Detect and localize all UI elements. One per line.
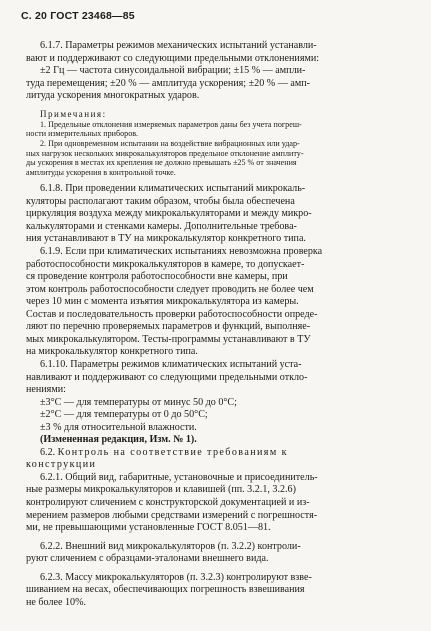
text-line: работоспособности микрокалькуляторов в камере, то допускает-	[26, 258, 305, 270]
page-header: С. 20 ГОСТ 23468—85	[21, 10, 135, 22]
text-line: 6.2.1. Общий вид, габаритные, установочные и присоединитель-	[40, 471, 318, 483]
text-line: нениями:	[26, 384, 66, 396]
paragraph-6-1-7	[26, 40, 412, 103]
text-line: 6.1.7. Параметры режимов механических испытаний устанавли-	[40, 40, 317, 51]
paragraph-6-2-2	[26, 541, 412, 566]
text-line: ния устанавливают в ТУ на микрокалькулятор конкретного типа.	[26, 233, 306, 245]
text-line: 6.2.3. Массу микрокалькуляторов (п. 3.2.3) контролируют взве-	[40, 571, 312, 583]
note-line: амплитуды ускорения в контрольной точке.	[26, 167, 176, 177]
text-line: на микрокалькулятор конкретного типа.	[26, 346, 198, 358]
edition-note: (Измененная редакция, Изм. № 1).	[40, 434, 197, 446]
text-line: ±3°С — для температуры от минус 50 до 0°С;	[40, 396, 237, 408]
text-line: руют сличением с образцами-эталонами внешнего вида.	[26, 553, 269, 565]
text-line: вают и поддерживают со следующими предельными отклонениями:	[26, 52, 320, 64]
text-line: не более 10%.	[26, 596, 87, 608]
text-line: циркуляция воздуха между микрокалькуляторами и между микро-	[26, 208, 312, 220]
text-line: туда перемещения; ±20 % — амплитуда ускорения; ±20 % — амп-	[26, 77, 310, 89]
text-line: 6.2.2. Внешний вид микрокалькуляторов (п. 3.2.2) контроли-	[40, 540, 301, 552]
text-line: ±2°С — для температуры от 0 до 50°С;	[40, 409, 208, 421]
text-line: ±3 % для относительной влажности.	[40, 421, 197, 433]
section-number: 6.2.	[40, 446, 58, 458]
text-line: калькуляторами и стенками камеры. Дополнительные требова-	[26, 220, 297, 232]
text-line: 6.1.9. Если при климатических испытаниях невозможна проверка	[40, 246, 323, 258]
section-title-cont: конструкции	[26, 459, 97, 471]
text-line: литуда ускорения многократных ударов.	[26, 90, 200, 102]
page-body	[26, 40, 412, 609]
text-line: куляторы располагают таким образом, чтобы была обеспечена	[26, 195, 295, 207]
paragraph-6-1-10	[26, 359, 412, 447]
paragraph-6-2-1	[26, 472, 412, 535]
text-line: через 10 мин с момента изъятия микрокалькулятора из камеры.	[26, 296, 299, 308]
text-line: шиванием на весах, обеспечивающих погрешность взвешивания	[26, 584, 305, 596]
note-line: ных нагрузок нескольких микрокалькуляторов предельное отклонение амплиту-	[26, 148, 304, 158]
text-line: ные размеры микрокалькуляторов и клавишей (пп. 3.2.1, 3.2.6)	[26, 484, 296, 496]
text-line: мых микрокалькулятором. Тесты-программы устанавливают в ТУ	[26, 333, 311, 345]
text-line: навливают и поддерживают со следующими предельными откло-	[26, 371, 308, 383]
text-line: ми, не превышающими установленные ГОСТ 8.051—81.	[26, 522, 271, 534]
notes-heading: Примечания:	[40, 108, 107, 119]
text-line: ±2 Гц — частота синусоидальной вибрации; ±15 % — ампли-	[40, 65, 306, 77]
note-line: ды ускорения в местах их крепления не должно превышать ±25 % от значения	[26, 158, 297, 168]
note-line: 1. Предельные отклонения измеряемых параметров даны без учета погреш-	[40, 119, 302, 129]
text-line: 6.1.10. Параметры режимов климатических испытаний уста-	[40, 358, 302, 370]
section-6-2-heading	[26, 447, 412, 472]
text-line: ся проведение контроля работоспособности вне камеры, при	[26, 271, 288, 283]
text-line: контролируют сличением с конструкторской документацией и из-	[26, 496, 310, 508]
text-line: этом контроль работоспособности следует проводить не более чем	[26, 283, 314, 295]
section-title: Контроль на соответствие требованиям к	[57, 446, 288, 458]
text-line: Состав и последовательность проверки работоспособности опреде-	[26, 308, 318, 320]
paragraph-6-2-3	[26, 572, 412, 610]
paragraph-6-1-8	[26, 183, 412, 246]
text-line: ляют по перечню проверяемых параметров и функций, выполняе-	[26, 321, 311, 333]
text-line: 6.1.8. При проведении климатических испытаний микрокаль-	[40, 183, 306, 195]
note-line: ности измерительных приборов.	[26, 129, 139, 139]
note-line: 2. При одновременном испытании на воздействие вибрационных или удар-	[40, 138, 300, 148]
text-line: мерением размеров любыми средствами измерений с погрешностя-	[26, 509, 318, 521]
paragraph-6-1-9	[26, 246, 412, 359]
notes-block	[26, 109, 412, 178]
